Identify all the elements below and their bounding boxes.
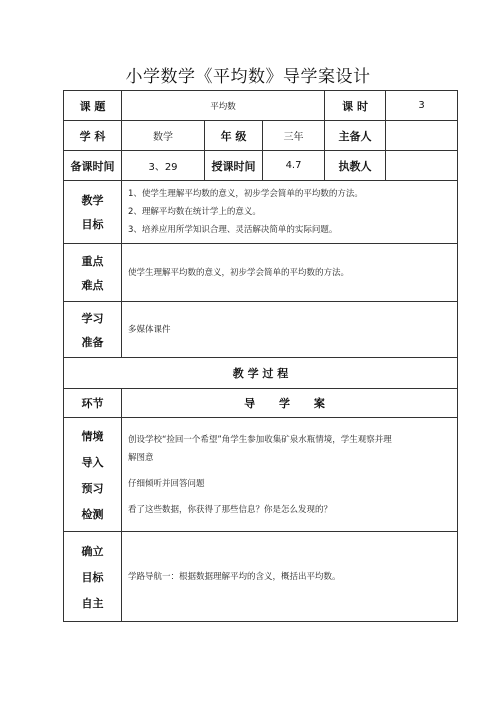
keypoints-text: 使学生理解平均数的意义，初步学会简单的平均数的方法。 (122, 244, 458, 302)
row-header (64, 389, 458, 418)
row-goal2 (64, 532, 458, 622)
row-goals (64, 181, 458, 244)
row-prep (64, 302, 458, 358)
label-grade: 年 级 (205, 121, 263, 151)
goal2-text: 学路导航一：根据数据理解平均的含义，概括出平均数。 (122, 532, 458, 622)
process-title: 教 学 过 程 (64, 358, 458, 389)
value-preparer (386, 121, 458, 151)
value-subject: 数学 (122, 121, 205, 151)
value-topic: 平均数 (122, 91, 325, 121)
label-periods: 课 时 (325, 91, 386, 121)
row-topic (64, 91, 458, 121)
label-keypoints: 重点 难点 (64, 244, 122, 302)
goals-text: 1、使学生理解平均数的意义，初步学会简单的平均数的方法。 2、理解平均数在统计学上的意义。 3、培养应用所学知识合理、灵活解决简单的实际问题。 (122, 181, 458, 244)
header-guide: 导 学 案 (122, 389, 458, 418)
label-goals: 教学 目标 (64, 181, 122, 244)
row-intro (64, 418, 458, 532)
value-grade: 三年 (263, 121, 325, 151)
label-preparer: 主备人 (325, 121, 386, 151)
lesson-plan-table (63, 90, 458, 622)
label-topic: 课 题 (64, 91, 122, 121)
label-prep-date: 备课时间 (64, 151, 122, 181)
value-teacher (386, 151, 458, 181)
value-prep-date: 3、29 (122, 151, 205, 181)
row-subject (64, 121, 458, 151)
row-process-title (64, 358, 458, 389)
value-periods: 3 (386, 91, 458, 121)
label-subject: 学 科 (64, 121, 122, 151)
label-prep: 学习 准备 (64, 302, 122, 358)
row-dates (64, 151, 458, 181)
prep-text: 多媒体课件 (122, 302, 458, 358)
label-teacher: 执教人 (325, 151, 386, 181)
row-keypoints (64, 244, 458, 302)
value-teach-date: 4.7 (263, 151, 325, 181)
intro-text: 创设学校“捡回一个希望”角学生参加收集矿泉水瓶情境，学生观察并理 解图意 仔细倾听并回答问题 看了这些数据，你获得了那些信息？你是怎么发现的？ (122, 418, 458, 532)
header-stage: 环节 (64, 389, 122, 418)
document-title: 小学数学《平均数》导学案设计 (125, 67, 371, 87)
label-goal2: 确立 目标 自主 (64, 532, 122, 622)
label-intro: 情境 导入 预习 检测 (64, 418, 122, 532)
label-teach-date: 授课时间 (205, 151, 263, 181)
